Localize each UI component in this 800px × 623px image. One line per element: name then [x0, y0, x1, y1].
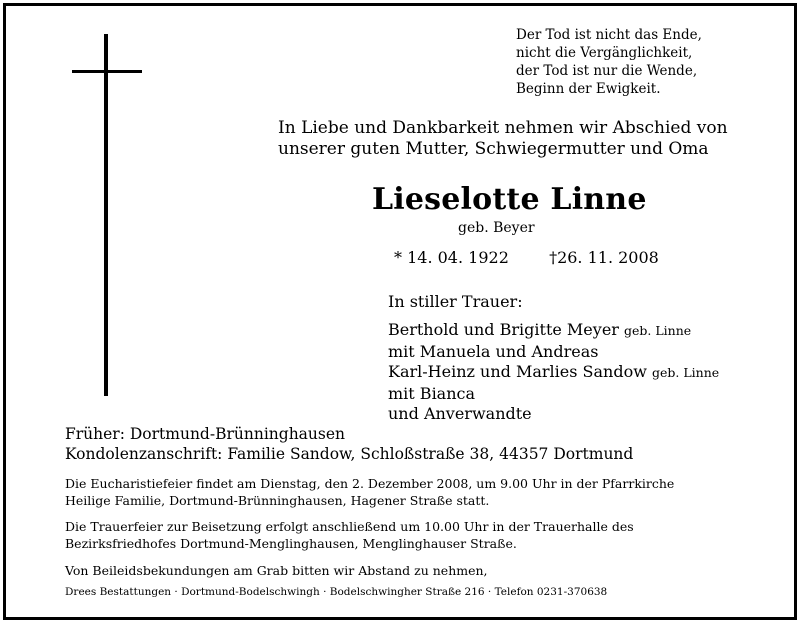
born-star-icon: * [394, 248, 402, 267]
mourner-line: und Anverwandte [388, 404, 532, 423]
born-date: 14. 04. 1922 [407, 248, 509, 267]
condolence-address: Kondolenzanschrift: Familie Sandow, Schloßstraße 38, 44357 Dortmund [65, 444, 634, 463]
intro-line: unserer guten Mutter, Schwiegermutter und Oma [278, 139, 709, 159]
mourner-note: geb. Linne [652, 365, 720, 380]
mass-info [65, 475, 674, 509]
deceased-name: Lieselotte Linne [372, 182, 647, 217]
intro-line: In Liebe und Dankbarkeit nehmen wir Abschied von [278, 118, 728, 138]
poem-line: Der Tod ist nicht das Ende, [516, 27, 702, 43]
funeral-info [65, 518, 634, 552]
life-dates [394, 248, 659, 267]
poem-line: nicht die Vergänglichkeit, [516, 45, 693, 61]
contact-info [65, 425, 633, 464]
mass-line: Die Eucharistiefeier findet am Dienstag, den 2. Dezember 2008, um 9.00 Uhr in der Pfarrkirche [65, 476, 675, 491]
cross-vertical-bar [104, 34, 108, 396]
died-date: 26. 11. 2008 [557, 248, 659, 267]
maiden-name: geb. Beyer [458, 220, 535, 236]
mourning-title: In stiller Trauer: [388, 292, 523, 311]
funeral-line: Bezirksfriedhofes Dortmund-Menglinghausen, Menglinghauser Straße. [65, 536, 517, 551]
died-cross-icon: † [549, 248, 558, 267]
mourner-note: geb. Linne [624, 323, 692, 338]
mourner-line: mit Bianca [388, 383, 476, 403]
mourner-line: Berthold und Brigitte Meyer geb. Linne [388, 320, 692, 339]
intro-text [278, 118, 728, 160]
poem-line: der Tod ist nur die Wende, [516, 63, 698, 79]
poem-line: Beginn der Ewigkeit. [516, 81, 661, 97]
mass-line: Heilige Familie, Dortmund-Brünninghausen, Hagener Straße statt. [65, 493, 490, 508]
mourner-line: Karl-Heinz und Marlies Sandow geb. Linne [388, 362, 720, 381]
former-residence: Früher: Dortmund-Brünninghausen [65, 425, 346, 443]
funeral-line: Die Trauerfeier zur Beisetzung erfolgt anschließend um 10.00 Uhr in der Trauerhalle des [65, 519, 634, 534]
poem [516, 26, 702, 98]
condolence-request: Von Beileidsbekundungen am Grab bitten wir Abstand zu nehmen, [65, 563, 488, 578]
undertaker-footer: Drees Bestattungen · Dortmund-Bodelschwingh · Bodelschwingher Straße 216 · Telefon 0231-370638 [65, 586, 608, 598]
mourners-list [388, 320, 719, 425]
cross-horizontal-bar [72, 70, 142, 73]
mourner-line: mit Manuela und Andreas [388, 341, 599, 361]
